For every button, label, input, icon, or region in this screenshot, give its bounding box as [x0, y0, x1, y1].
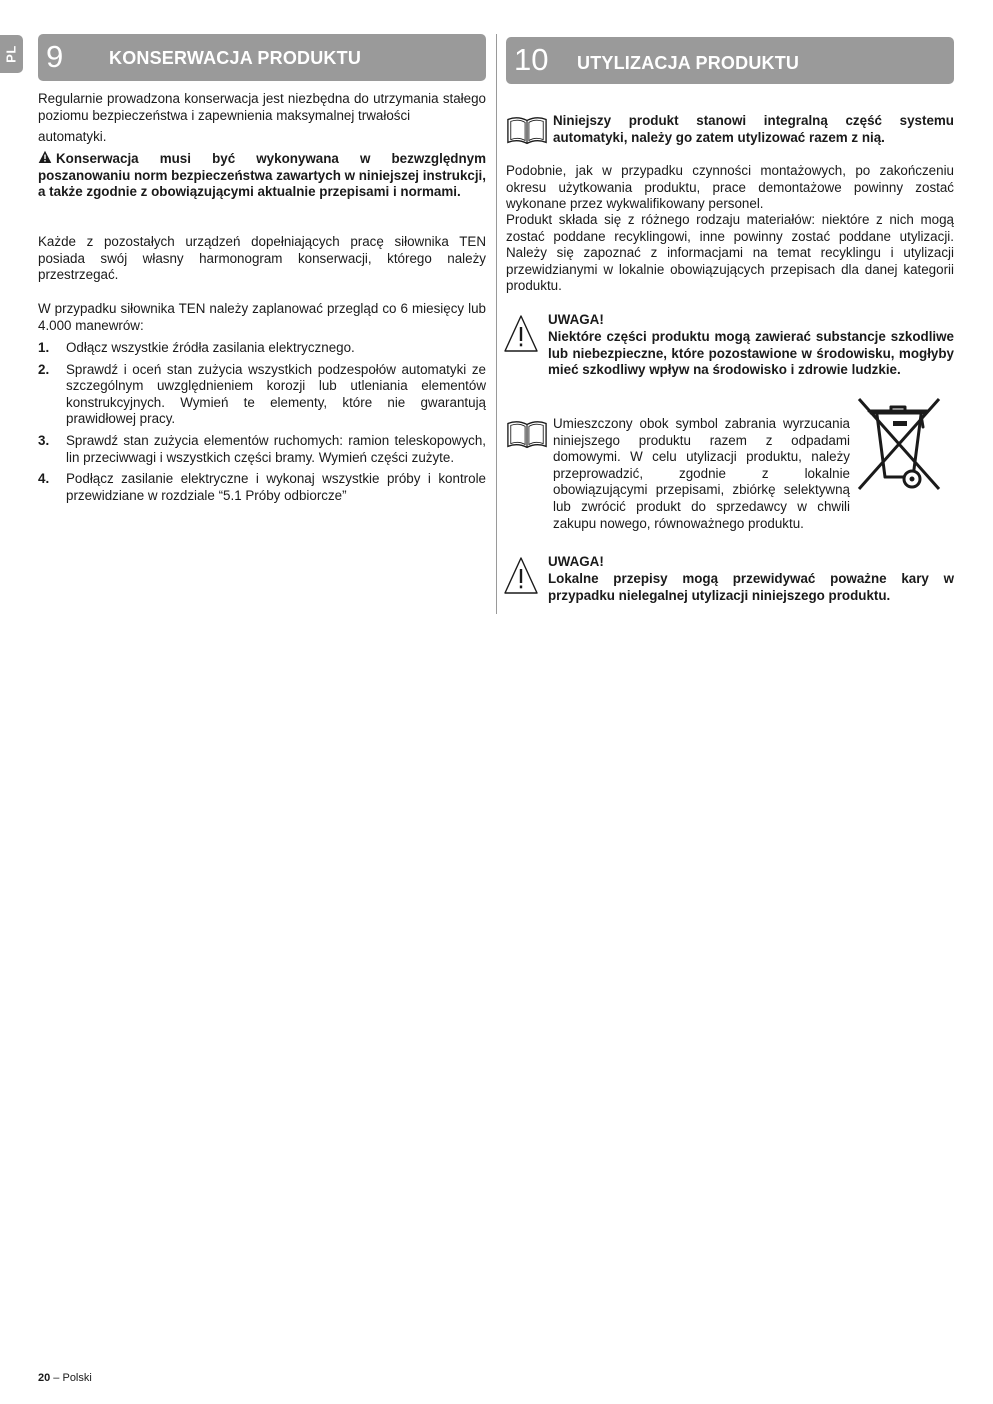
footer-language: – Polski	[50, 1372, 92, 1384]
warning-title: UWAGA!	[548, 312, 604, 327]
list-item	[38, 471, 486, 504]
section-title: KONSERWACJA PRODUKTU	[109, 48, 362, 68]
list-item	[38, 340, 486, 357]
warning-title: UWAGA!	[548, 554, 604, 569]
devices-paragraph: Każde z pozostałych urządzeń dopełniających pracę siłownika TEN posiada swój własny harmonogram konserwacji, którego należy przestrzegać.	[38, 234, 486, 283]
step-number: 1.	[38, 340, 50, 355]
warning-triangle-icon	[503, 556, 539, 596]
language-tab	[0, 35, 23, 73]
section-number: 10	[514, 42, 549, 77]
hazardous-substances-warning: Niektóre części produktu mogą zawierać substancje szkodliwe lub niebezpieczne, które pozostawione w środowisku, mogłyby mieć szkodliwy wpływ na środowisko i zdrowie ludzkie.	[548, 329, 954, 378]
dismantling-paragraph: Podobnie, jak w przypadku czynności montażowych, po zakończeniu okresu użytkowania produktu, prace demontażowe powinny zostać wykonane przez wykwalifikowany personel.	[506, 163, 954, 212]
warning-triangle-icon	[503, 314, 539, 354]
intro-paragraph: Regularnie prowadzona konserwacja jest niezbędna do utrzymania stałego poziomu bezpieczeństwa i zapewnienia maksymalnej trwałości	[38, 91, 486, 123]
illegal-disposal-warning: Lokalne przepisy mogą przewidywać poważne kary w przypadku nielegalnej utylizacji niniejszego produktu.	[548, 571, 954, 603]
list-item	[38, 362, 486, 428]
page-number: 20	[38, 1372, 51, 1384]
language-tab-label: PL	[3, 45, 19, 63]
book-icon	[506, 113, 548, 147]
disposal-symbol-note: Umieszczony obok symbol zabrania wyrzucania niniejszego produktu razem z odpadami domowymi. W celu utylizacji produktu, należy przeprowadzić, zgodnie z lokalnie obowiązującymi przepisami, zbiórkę selektywną lub zwrócić produkt do sprzedawcy w chwili zakupu nowego, równoważnego produktu.	[553, 416, 850, 531]
section-header-disposal	[506, 37, 954, 84]
step-text: Odłącz wszystkie źródła zasilania elektrycznego.	[66, 340, 355, 355]
section-title: UTYLIZACJA PRODUKTU	[577, 53, 800, 73]
safety-warning	[38, 150, 486, 201]
list-item	[38, 433, 486, 466]
step-number: 4.	[38, 471, 50, 487]
column-divider	[496, 34, 497, 614]
intro-paragraph-end: automatyki.	[38, 129, 107, 144]
section-number: 9	[46, 39, 64, 74]
schedule-paragraph: W przypadku siłownika TEN należy zaplanować przegląd co 6 miesięcy lub 4.000 manewrów:	[38, 301, 486, 333]
crossed-out-wheelie-bin-icon	[855, 397, 943, 493]
step-text: Sprawdź stan zużycia elementów ruchomych: ramion teleskopowych, lin przeciwwagi i wszystkich części bramy. Wymień części zużyte.	[66, 432, 486, 465]
integral-part-note: Niniejszy produkt stanowi integralną część systemu automatyki, należy go zatem utylizować razem z nią.	[553, 113, 954, 145]
book-icon	[506, 417, 548, 451]
page-footer	[38, 1371, 92, 1385]
step-text: Podłącz zasilanie elektryczne i wykonaj wszystkie próby i kontrole przewidziane w rozdziale “5.1 Próby odbiorcze”	[66, 471, 486, 503]
step-number: 2.	[38, 361, 50, 377]
materials-paragraph: Produkt składa się z różnego rodzaju materiałów: niektóre z nich mogą zostać poddane recyklingowi, inne powinny zostać poddane utylizacji. Należy się zapoznać z informacjami na temat recyklingu i utylizacji przewidzianymi w lokalnie obowiązujących przepisach dla danej kategorii produktu.	[506, 212, 954, 294]
step-number: 3.	[38, 432, 50, 448]
step-text: Sprawdź i oceń stan zużycia wszystkich podzespołów automatyki ze szczególnym uwzględnieniem korozji lub utleniania elementów konstrukcyjnych. Wymień te elementy, które nie gwarantują prawidłowej pracy.	[66, 361, 486, 427]
warning-triangle-icon	[38, 150, 52, 164]
maintenance-steps-list	[38, 340, 486, 509]
section-header-maintenance	[38, 34, 486, 81]
safety-warning-text: Konserwacja musi być wykonywana w bezwzględnym poszanowaniu norm bezpieczeństwa zawartych w niniejszej instrukcji, a także zgodnie z obowiązującymi aktualnie przepisami i normami.	[38, 151, 486, 200]
